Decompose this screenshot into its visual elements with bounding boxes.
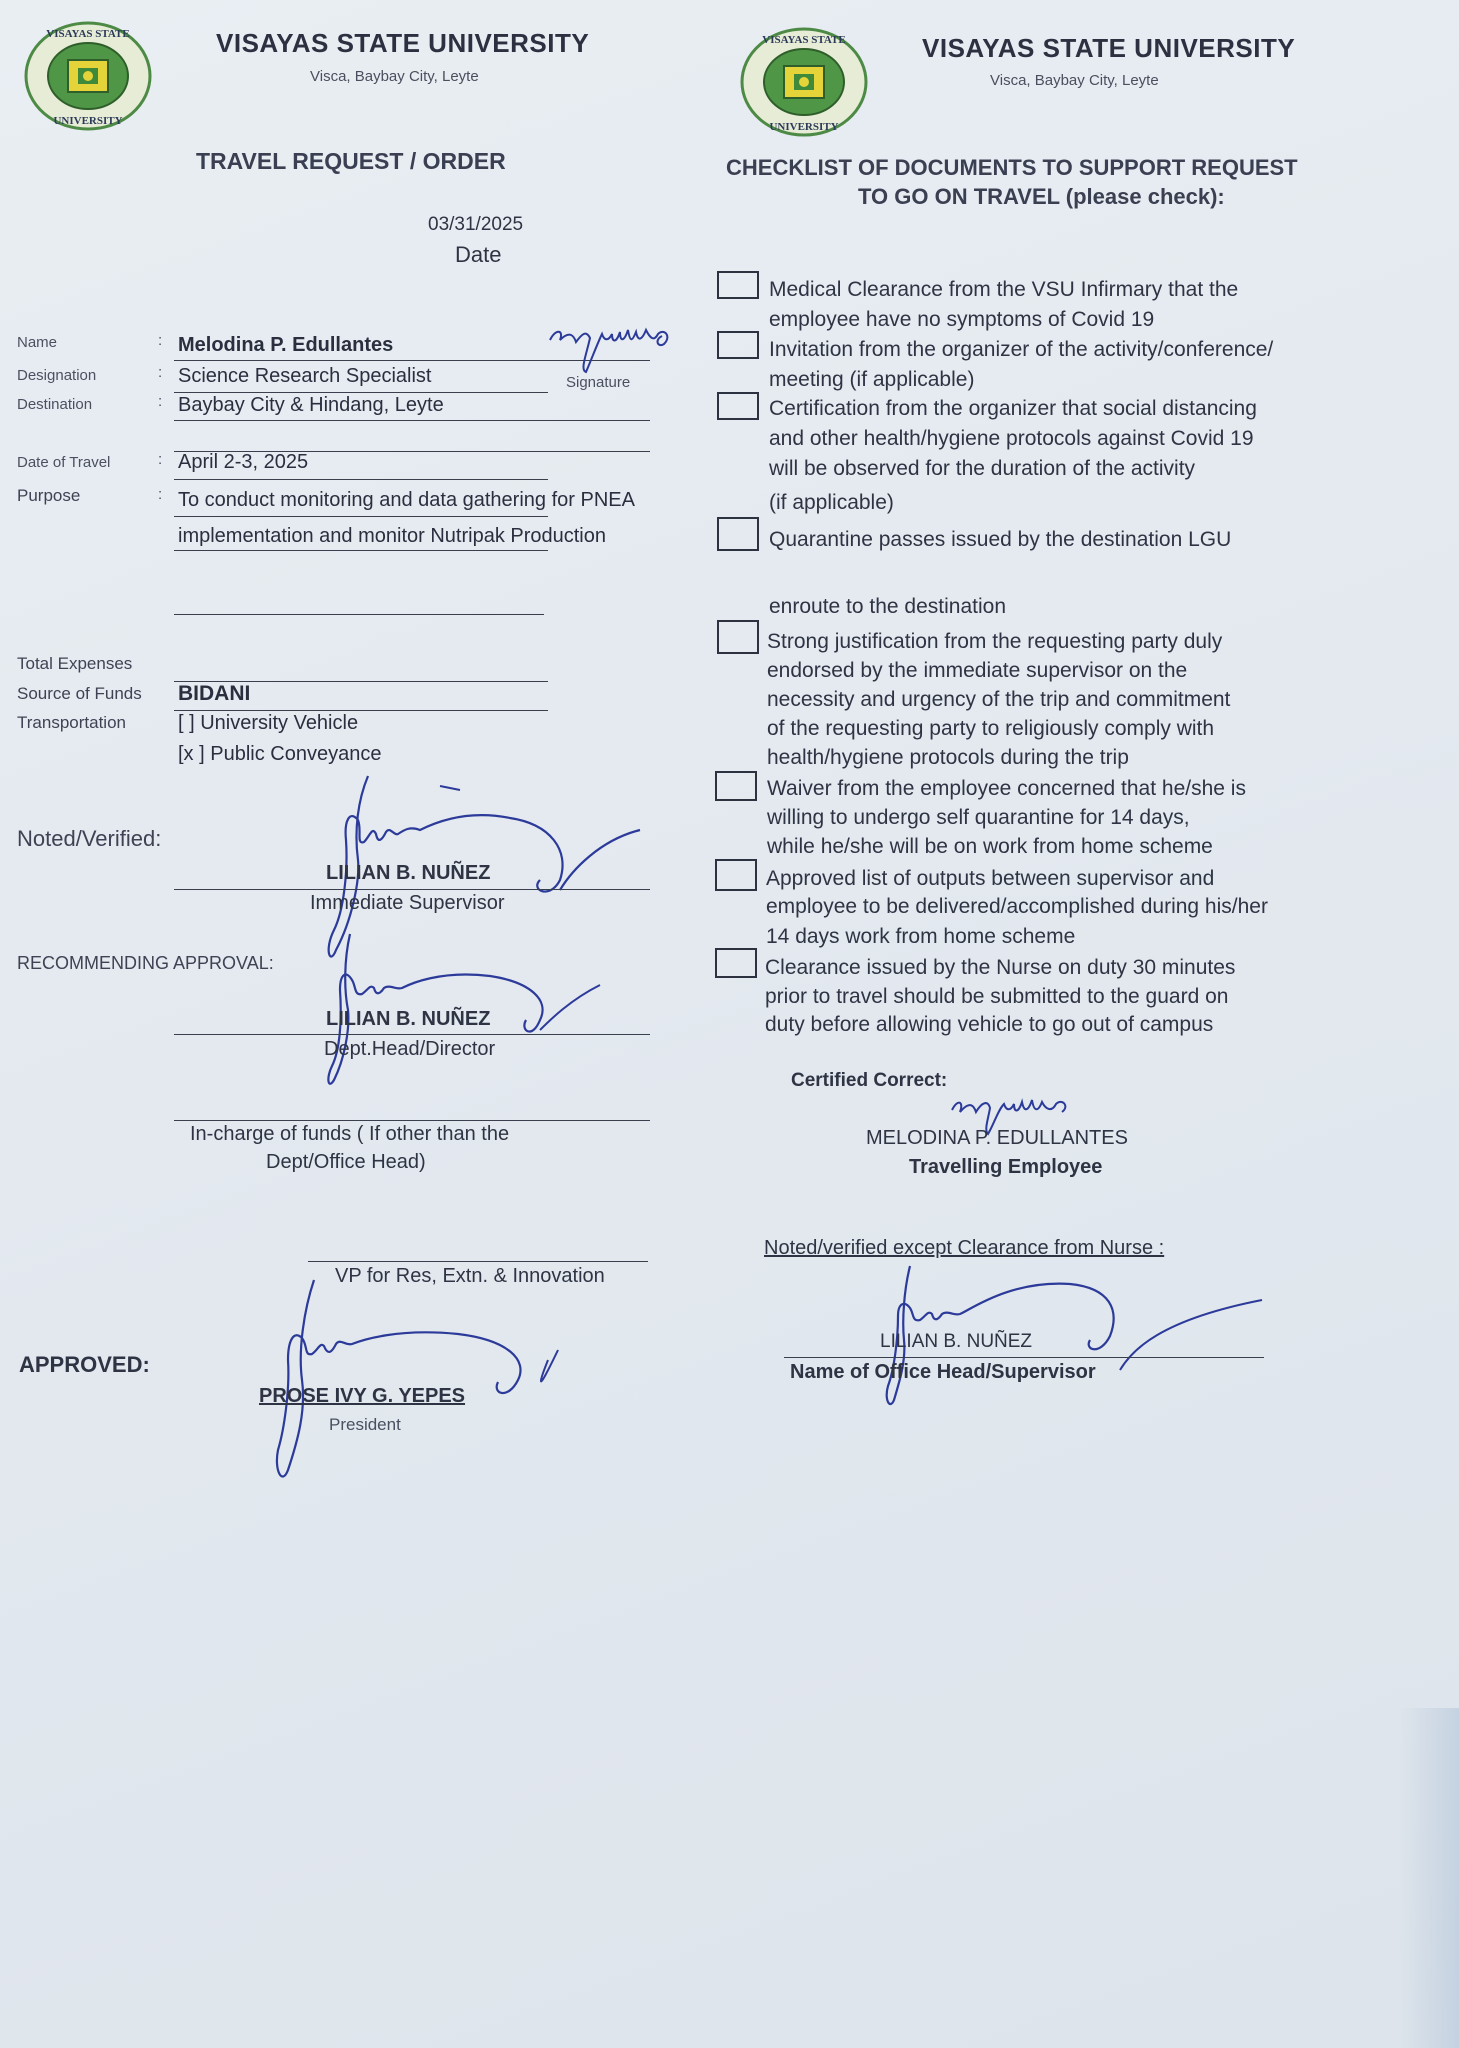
travel-order-title: TRAVEL REQUEST / ORDER [196,148,506,174]
supervisor-title: Immediate Supervisor [310,892,505,914]
dept-head-title: Dept.Head/Director [324,1038,496,1060]
noted-except-nurse-label: Noted/verified except Clearance from Nurse : [764,1237,1165,1259]
checklist-item-3-line-3: will be observed for the duration of the activity [769,457,1196,480]
source-of-funds-underline [174,710,548,711]
name-label: Name [17,334,58,351]
office-head-name: LILIAN B. NUÑEZ [880,1331,1033,1352]
transport-option-public-conveyance: [x ] Public Conveyance [178,743,382,765]
vp-title: VP for Res, Extn. & Innovation [335,1265,605,1287]
destination-label: Destination [17,396,93,413]
seal-text-bottom: UNIVERSITY [769,121,839,133]
checklist-title-line-1: CHECKLIST OF DOCUMENTS TO SUPPORT REQUEST [726,155,1298,180]
transportation-label: Transportation [17,713,126,732]
date-value: 03/31/2025 [428,214,524,235]
designation-colon: : [158,364,163,381]
checklist-item-1-line-1: Medical Clearance from the VSU Infirmary that the [769,278,1239,301]
destination-value: Baybay City & Hindang, Leyte [178,394,444,416]
checklist-item-7-line-1: Approved list of outputs between supervisor and [766,867,1215,890]
funds-line-1: In-charge of funds ( If other than the [190,1123,510,1145]
checklist-item-5-line-1: Strong justification from the requesting party duly [767,630,1223,653]
destination-colon: : [158,393,163,410]
checkbox-strong-justification[interactable] [717,620,759,654]
checklist-item-3-line-1: Certification from the organizer that social distancing [769,397,1257,420]
purpose-line-1: To conduct monitoring and data gathering for PNEA [178,489,635,511]
president-name: PROSE IVY G. YEPES [259,1385,466,1407]
checklist-title-line-2: TO GO ON TRAVEL (please check): [858,184,1225,209]
purpose-underline-2 [174,550,548,551]
checklist-item-7-line-3: 14 days work from home scheme [766,925,1076,948]
checklist-item-4-line-1: Quarantine passes issued by the destination LGU [769,528,1232,551]
destination-underline [174,420,650,421]
certified-correct-label: Certified Correct: [791,1070,948,1091]
seal-text-top: VISAYAS STATE [762,34,846,46]
checkbox-nurse-clearance[interactable] [715,948,757,978]
checkbox-medical-clearance[interactable] [717,271,759,299]
university-seal-left [22,20,154,132]
seal-text-bottom: UNIVERSITY [53,115,123,127]
funds-line-2: Dept/Office Head) [266,1151,426,1173]
date-of-travel-colon: : [158,451,163,468]
source-of-funds-value: BIDANI [178,682,251,705]
employee-title: Travelling Employee [909,1156,1103,1178]
funds-underline [174,1120,650,1121]
checklist-item-3-line-2: and other health/hygiene protocols against Covid 19 [769,427,1254,450]
designation-underline [174,392,548,393]
purpose-label: Purpose [17,486,81,505]
checkbox-quarantine-passes[interactable] [717,517,759,551]
supervisor-underline [174,889,650,890]
office-head-title: Name of Office Head/Supervisor [790,1361,1096,1383]
purpose-underline-3 [174,614,544,615]
president-title: President [329,1415,401,1434]
date-of-travel-label: Date of Travel [17,454,111,471]
name-colon: : [158,332,163,349]
checkbox-certification[interactable] [717,392,759,420]
university-address-left: Visca, Baybay City, Leyte [310,68,479,85]
date-label: Date [455,242,502,267]
date-of-travel-value: April 2-3, 2025 [178,451,309,473]
employee-signature-top [546,318,686,378]
university-name-right: VISAYAS STATE UNIVERSITY [922,33,1296,63]
name-value: Melodina P. Edullantes [178,334,394,356]
checklist-item-2-line-1: Invitation from the organizer of the activity/conference/ [769,338,1274,361]
checklist-item-1-line-2: employee have no symptoms of Covid 19 [769,308,1155,331]
university-name-left: VISAYAS STATE UNIVERSITY [216,28,590,58]
checklist-item-5-line-3: necessity and urgency of the trip and commitment [767,688,1231,711]
seal-emblem-icon [22,20,154,132]
checklist-item-3-line-4: (if applicable) [769,491,894,514]
designation-label: Designation [17,367,97,384]
checklist-item-2-line-2: meeting (if applicable) [769,368,975,391]
university-seal-right [738,26,870,138]
office-head-underline [784,1357,1264,1358]
checklist-item-8-line-3: duty before allowing vehicle to go out of campus [765,1013,1214,1036]
seal-text-top: VISAYAS STATE [46,28,130,40]
dept-head-underline [174,1034,650,1035]
purpose-underline-1 [174,516,548,517]
checklist-item-6-line-1: Waiver from the employee concerned that he/she is [767,777,1246,800]
transport-option-university-vehicle: [ ] University Vehicle [178,712,359,734]
checkbox-approved-outputs[interactable] [715,859,757,891]
checkbox-invitation[interactable] [717,331,759,359]
page-fold-shadow [1399,1708,1459,2048]
checklist-item-4-line-2: enroute to the destination [769,595,1007,618]
approved-label: APPROVED: [19,1352,150,1377]
purpose-line-2: implementation and monitor Nutripak Production [178,525,606,547]
source-of-funds-label: Source of Funds [17,684,142,703]
checklist-item-6-line-3: while he/she will be on work from home scheme [767,835,1213,858]
checklist-item-8-line-1: Clearance issued by the Nurse on duty 30 minutes [765,956,1236,979]
designation-value: Science Research Specialist [178,365,432,387]
supervisor-name: LILIAN B. NUÑEZ [326,862,491,884]
checklist-item-5-line-4: of the requesting party to religiously comply with [767,717,1215,740]
checklist-item-5-line-5: health/hygiene protocols during the trip [767,746,1129,769]
purpose-colon: : [158,486,163,503]
checkbox-waiver[interactable] [715,771,757,801]
seal-emblem-icon [738,26,870,138]
signature-label: Signature [566,374,631,391]
recommending-approval-label: RECOMMENDING APPROVAL: [17,953,274,973]
checklist-item-5-line-2: endorsed by the immediate supervisor on the [767,659,1188,682]
vp-underline [308,1261,648,1262]
employee-name: MELODINA P. EDULLANTES [866,1127,1128,1149]
date-of-travel-underline [174,479,548,480]
dept-head-name: LILIAN B. NUÑEZ [326,1008,491,1030]
president-signature [258,1270,598,1490]
total-expenses-label: Total Expenses [17,654,133,673]
checklist-item-7-line-2: employee to be delivered/accomplished during his/her [766,895,1268,918]
university-address-right: Visca, Baybay City, Leyte [990,72,1159,89]
noted-verified-label: Noted/Verified: [17,826,162,851]
checklist-item-8-line-2: prior to travel should be submitted to the guard on [765,985,1229,1008]
checklist-item-6-line-2: willing to undergo self quarantine for 14 days, [767,806,1190,829]
